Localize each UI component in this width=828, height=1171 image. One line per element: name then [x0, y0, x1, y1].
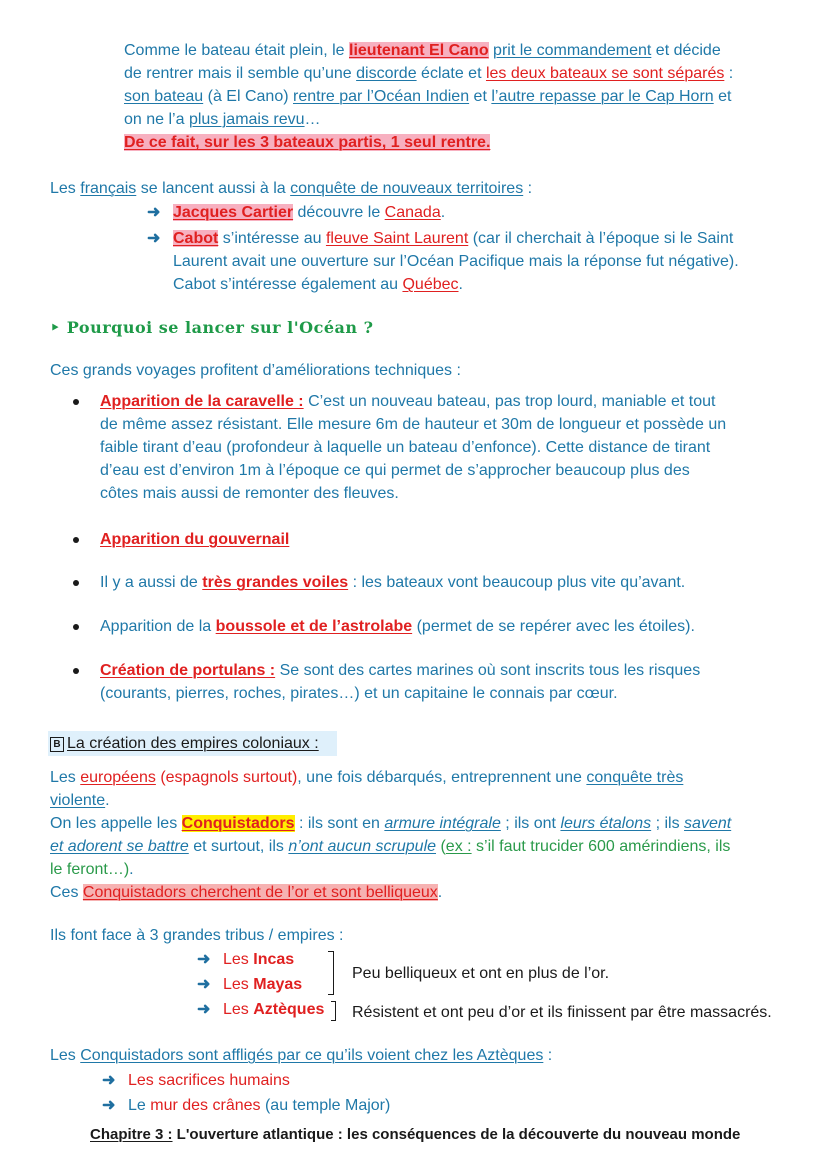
- list-item: Apparition du gouvernail: [100, 528, 289, 551]
- list-item: ➜ Cabot s’intéresse au fleuve Saint Laurent (car il cherchait à l’époque si le Saint Laurent avait une ouverture sur l’Océan Pacifique mais la réponse fut négative). Cabot s’intéresse également au Québec.: [147, 227, 739, 296]
- paragraph-intro: Ces grands voyages profitent d’améliorations techniques :: [50, 362, 461, 379]
- section-b-title: B La création des empires coloniaux :: [50, 732, 319, 755]
- tribe-item: ➜ Les Aztèques: [197, 998, 324, 1021]
- bullet-icon: [73, 537, 79, 543]
- section-letter-box: B: [50, 737, 64, 752]
- list-item: Apparition de la boussole et de l’astrolabe (permet de se repérer avec les étoiles).: [100, 615, 695, 638]
- list-item: ➜ Jacques Cartier découvre le Canada.: [147, 201, 445, 224]
- paragraph-conquistadors: Les européens (espagnols surtout), une fois débarqués, entreprennent une conquête très violente. On les appelle les Conquistadors : ils sont en armure intégrale ; ils ont leurs étalons ; ils savent et adorent se battre et surtout, ils n’ont aucun scrupule (ex : s’il faut trucider 600 amérindiens, ils le feront…). Ces Conquistadors cherchent de l’or et sont belliqueux.: [50, 769, 732, 901]
- tribe-note: Peu belliqueux et ont en plus de l’or.: [352, 965, 610, 982]
- list-item: Apparition de la caravelle : C’est un nouveau bateau, pas trop lourd, maniable et tout de même assez résistant. Elle mesure 6m de hauteur et 30m de longueur et possède un faible tirant d’eau (profondeur à laquelle un bateau d’enfonce). Cette distance de tirant d’eau est d’environ 1m à l’époque ce qui permet de s’approcher beaucoup plus des côtes mais aussi de remonter des fleuves.: [100, 390, 726, 505]
- arrow-right-icon: ➜: [197, 1001, 211, 1018]
- list-item: Création de portulans : Se sont des cartes marines où sont inscrits tous les risques (courants, pierres, roches, pirates…) et un capitaine le connais par cœur.: [100, 659, 700, 705]
- bullet-icon: [73, 399, 79, 405]
- chapter-footer: Chapitre 3 : L'ouverture atlantique : les conséquences de la découverte du nouveau monde: [90, 1126, 741, 1143]
- arrow-right-icon: ➜: [147, 230, 161, 247]
- tribe-item: ➜ Les Mayas: [197, 973, 302, 996]
- paragraph-aztecs: Les Conquistadors sont affligés par ce qu’ils voient chez les Aztèques :: [50, 1047, 553, 1064]
- bullet-icon: [73, 624, 79, 630]
- brace-icon: [331, 1001, 336, 1021]
- list-item: ➜ Les sacrifices humains: [102, 1069, 290, 1092]
- arrow-right-icon: ➜: [102, 1097, 116, 1114]
- arrow-right-icon: ➜: [197, 976, 211, 993]
- arrow-right-icon: ➜: [147, 204, 161, 221]
- arrow-right-icon: ➜: [102, 1072, 116, 1089]
- bullet-icon: [73, 580, 79, 586]
- tribe-item: ➜ Les Incas: [197, 948, 294, 971]
- list-item: ➜ Le mur des crânes (au temple Major): [102, 1094, 390, 1117]
- brace-icon: [328, 951, 334, 995]
- tribe-note: Résistent et ont peu d’or et ils finissent par être massacrés.: [352, 1004, 772, 1021]
- paragraph-el-cano: Comme le bateau était plein, le lieutenant El Cano prit le commandement et décide de rentrer mais il semble qu’une discorde éclate et les deux bateaux se sont séparés : son bateau (à El Cano) rentre par l’Océan Indien et l’autre repasse par le Cap Horn et on ne l’a plus jamais revu… De ce fait, sur les 3 bateaux partis, 1 seul rentre.: [124, 42, 734, 151]
- paragraph-french: Les français se lancent aussi à la conquête de nouveaux territoires :: [50, 180, 533, 197]
- bullet-icon: [73, 668, 79, 674]
- conclusion-line: De ce fait, sur les 3 bateaux partis, 1 seul rentre.: [124, 134, 491, 151]
- paragraph-tribes: Ils font face à 3 grandes tribus / empires :: [50, 927, 344, 944]
- list-item: Il y a aussi de très grandes voiles : les bateaux vont beaucoup plus vite qu’avant.: [100, 571, 685, 594]
- section-heading: ‣ Pourquoi se lancer sur l'Océan ?: [50, 318, 374, 337]
- arrow-right-icon: ➜: [197, 951, 211, 968]
